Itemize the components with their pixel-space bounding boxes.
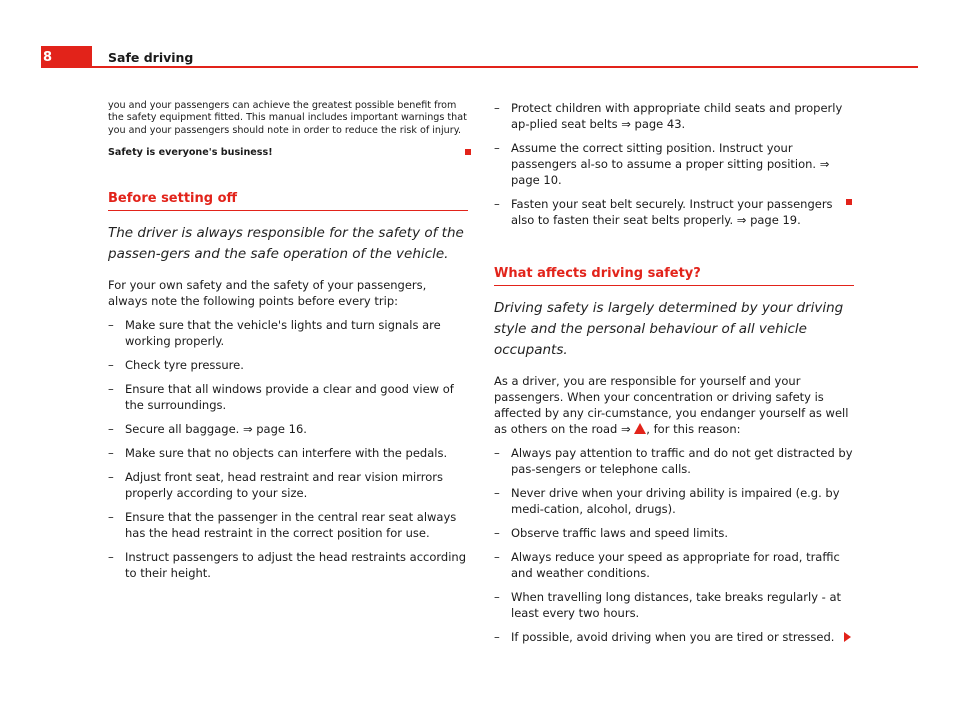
right-column [494,100,854,645]
list-item: – Ensure that the passenger in the central rear seat always has the head restraint in the correct position for use. [108,509,468,541]
safety-list [494,445,854,645]
list-item: – Adjust front seat, head restraint and rear vision mirrors properly according to your size. [108,469,468,501]
list-item: – Instruct passengers to adjust the head restraints according to their height. [108,549,468,581]
section-lead: The driver is always responsible for the safety of the passen-gers and the safe operation of the vehicle. [108,225,464,263]
section-title-before-setting-off: Before setting off [108,191,468,211]
section-title-driving-safety: What affects driving safety? [494,266,854,286]
checklist-continued [494,100,854,228]
list-item [494,629,854,645]
list-item-text: Fasten your seat belt securely. Instruct your passengers also to fasten their seat belts properly. ⇒ page 19. [511,197,833,227]
end-of-section-icon [846,199,852,205]
list-item: – When travelling long distances, take breaks regularly - at least every two hours. [494,589,854,621]
page-number: 8 [42,49,52,65]
body-text-end: , for this reason: [646,422,741,436]
continued-arrow-icon [844,632,851,642]
end-of-section-icon [465,149,471,155]
list-item: – Always reduce your speed as appropriate for road, traffic and weather conditions. [494,549,854,581]
section-body [494,373,854,437]
body-text: As a driver, you are responsible for yourself and your passengers. When your concentration or driving safety is affected by any cir-cumstance, you endanger yourself as well as others on the road ⇒ [494,374,849,436]
list-item: – Protect children with appropriate child seats and properly ap-plied seat belts ⇒ page 43. [494,100,854,132]
chapter-title: Safe driving [108,50,194,65]
intro-bold-text: Safety is everyone's business! [108,147,273,159]
page-number-badge [41,46,92,68]
list-item: – Observe traffic laws and speed limits. [494,525,854,541]
header-rule [92,66,918,68]
list-item [494,196,854,228]
list-item: – Assume the correct sitting position. Instruct your passengers al-so to assume a proper sitting position. ⇒ page 10. [494,140,854,188]
section-body: For your own safety and the safety of your passengers, always note the following points before every trip: [108,278,427,309]
list-item: – Never drive when your driving ability is impaired (e.g. by medi-cation, alcohol, drugs). [494,485,854,517]
list-item: – Check tyre pressure. [108,357,468,373]
list-item: – Make sure that the vehicle's lights and turn signals are working properly. [108,317,468,349]
checklist [108,317,468,581]
intro-text: you and your passengers can achieve the greatest possible benefit from the safety equipment fitted. This manual includes important warnings that you and your passengers should note in order to reduce the risk of injury. [108,100,467,136]
section-lead: Driving safety is largely determined by your driving style and the personal behaviour of all vehicle occupants. [494,300,844,358]
list-item: – Make sure that no objects can interfere with the pedals. [108,445,468,461]
list-item: – Ensure that all windows provide a clear and good view of the surroundings. [108,381,468,413]
list-item-text: If possible, avoid driving when you are tired or stressed. [511,630,835,644]
list-item: – Secure all baggage. ⇒ page 16. [108,421,468,437]
list-item: – Always pay attention to traffic and do not get distracted by pas-sengers or telephone calls. [494,445,854,477]
left-column [108,100,468,581]
warning-triangle-icon [634,423,646,434]
intro-bold [108,147,468,158]
